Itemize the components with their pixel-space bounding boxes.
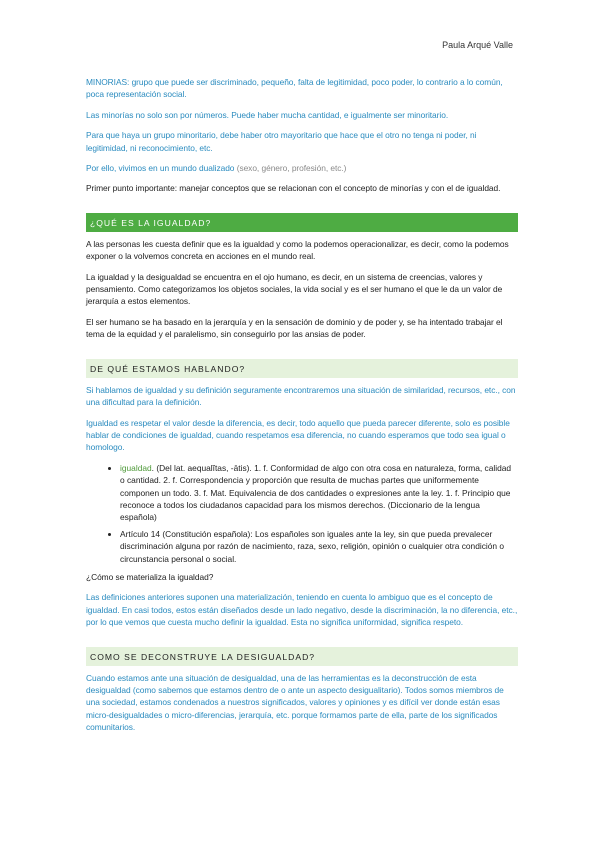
dualized-world-examples: (sexo, género, profesión, etc.) xyxy=(234,163,347,174)
first-key-point: Primer punto importante: manejar conceptos que se relacionan con el concepto de minorías y con el de igualdad. xyxy=(86,183,501,194)
list-item-dictionary-definition xyxy=(120,462,518,524)
dualized-world-note xyxy=(86,162,518,174)
author-name: Paula Arqué Valle xyxy=(442,40,513,50)
section-heading-de-que-hablando: DE QUÉ ESTAMOS HABLANDO? xyxy=(86,359,518,378)
similarity-paragraph: Si hablamos de igualdad y su definición seguramente encontraremos una situación de similaridad, recursos, etc., con una dificultad para la definición. xyxy=(86,384,516,408)
equality-definition-paragraph: A las personas les cuesta definir que es la igualdad y como la podemos operacionalizar, es decir, como la podemos exponer o la volvemos concreta en acciones en el mundo real. xyxy=(86,238,509,262)
minorities-not-numbers: Las minorías no solo son por números. Puede haber mucha cantidad, e igualmente ser minoritario. xyxy=(86,109,449,120)
materialization-paragraph: Las definiciones anteriores suponen una materialización, teniendo en cuenta lo ambiguo que es el concepto de igualdad. En casi todos, estos están diseñados desde un lado negativo, desde la discriminación, la no diferencia, etc., por lo que vemos que cuesta mucho definir la igualdad. Esta no significa uniformidad, significa respeto. xyxy=(86,592,518,628)
section-heading-deconstruye-desigualdad: COMO SE DECONSTRUYE LA DESIGUALDAD? xyxy=(86,647,518,666)
hierarchy-paragraph: El ser humano se ha basado en la jerarquía y en la sensación de dominio y de poder y, se ha intentado trabajar el tema de la equidad y el paralelismo, sin conseguirlo por las ansias de poder. xyxy=(86,316,503,340)
term-igualdad: igualdad xyxy=(120,462,152,473)
minorities-definition: MINORIAS: grupo que puede ser discriminado, pequeño, falta de legitimidad, poco poder, lo contrario a lo común, poca representación social. xyxy=(86,77,503,100)
respect-difference-paragraph: Igualdad es respetar el valor desde la diferencia, es decir, todo aquello que pueda parecer diferente, solo es posible hablar de condiciones de igualdad, cuando respetamos esa diferencia, no cuando esperamos que todo sea igual o homologo. xyxy=(86,417,510,453)
section-heading-que-es-igualdad: ¿QUÉ ES LA IGUALDAD? xyxy=(86,213,518,232)
dualized-world-text: Por ello, vivimos en un mundo dualizado xyxy=(86,163,235,174)
list-item-constitution-article: • Artículo 14 (Constitución española): Los españoles son iguales ante la ley, sin que pueda prevalecer discriminación alguna por razón de nacimiento, raza, sexo, religión, opinión o cualquier otra condición o circunstancia personal o social. xyxy=(120,528,518,565)
majority-group-note: Para que haya un grupo minoritario, debe haber otro mayoritario que hace que el otro no tenga ni poder, ni legitimidad, ni reconocimiento, etc. xyxy=(86,130,477,153)
document-body xyxy=(86,76,518,742)
deconstruction-paragraph: Cuando estamos ante una situación de desigualdad, una de las herramientas es la deconstrucción de esta desigualdad (como sabemos que estamos dentro de o ante un aspecto desigualitario). Todos somos miembros de una sociedad, estamos condenados a nuestros significados, valores y opiniones y es difícil ver donde están esas micro-desigualdades o micro-diferencias, jerarquía, etc. porque formamos parte de ella, parte de los significados comunitarios. xyxy=(86,672,504,733)
equality-beliefs-paragraph: La igualdad y la desigualdad se encuentra en el ojo humano, es decir, en un sistema de creencias, valores y pensamiento. Como categorizamos los objetos sociales, la vida social y es el ser humano el que le da un valor de jerarquía a estos elementos. xyxy=(86,271,503,307)
materialization-question: ¿Cómo se materializa la igualdad? xyxy=(86,571,214,582)
dictionary-definition-text: . (Del lat. aequalĭtas, -ātis). 1. f. Conformidad de algo con otra cosa en naturaleza, forma, calidad o cantidad. 2. f. Correspondencia y proporción que resulta de muchas partes que uniformemente componen un todo. 3. f. Mat. Equivalencia de dos cantidades o expresiones ante la ley. 1. f. Principio que reconoce a todos los ciudadanos capacidad para los mismos derechos. (Diccionario de la lengua española) xyxy=(120,462,512,523)
definitions-list xyxy=(86,462,518,565)
